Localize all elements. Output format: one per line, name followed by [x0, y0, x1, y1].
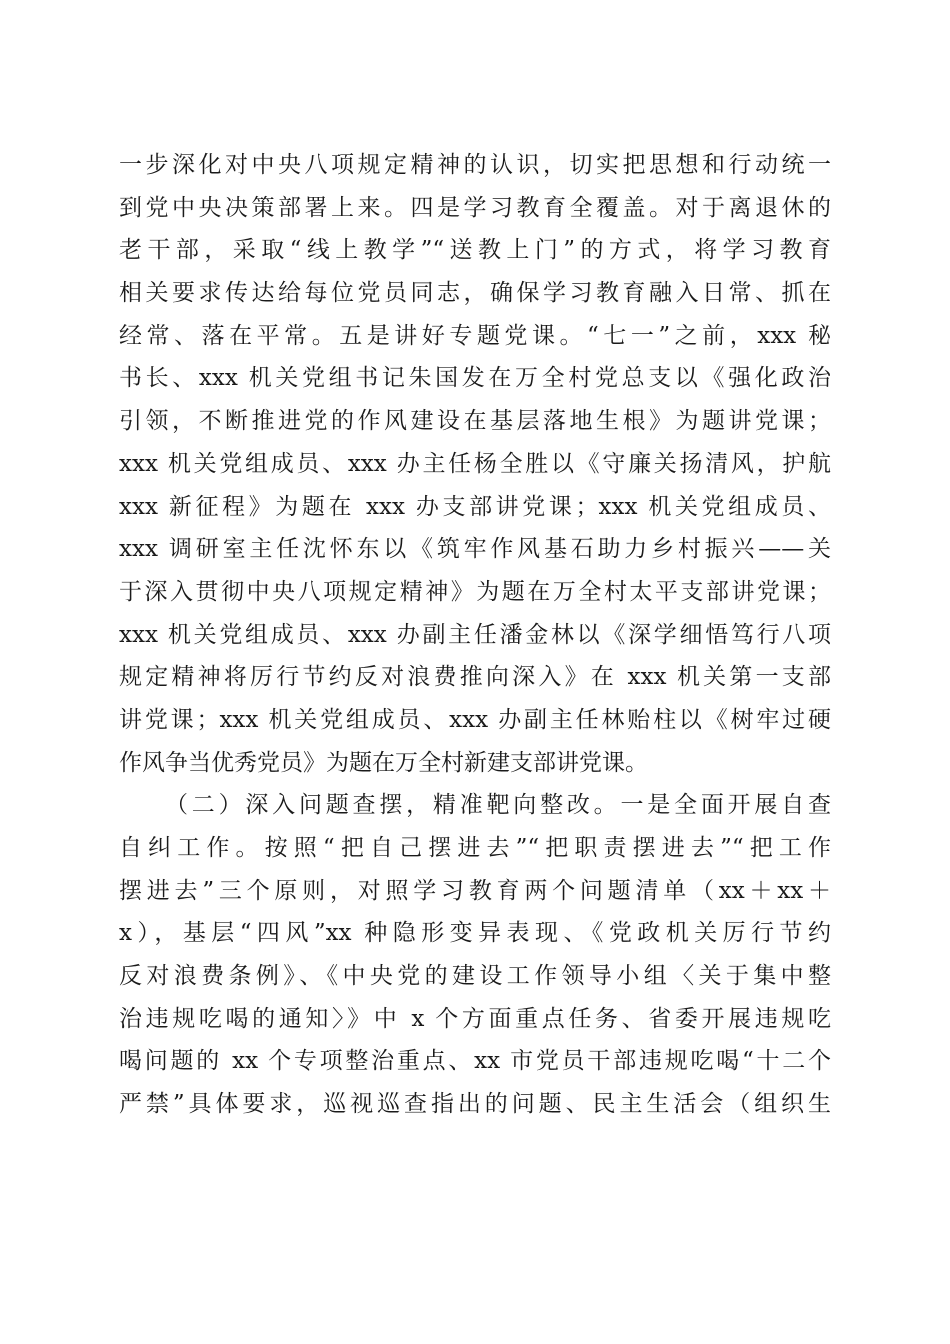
- text-line: 一步深化对中央八项规定精神的认识，切实把思想和行动统一: [119, 152, 831, 178]
- text-line: 作风争当优秀党员》为题在万全村新建支部讲党课。: [119, 749, 648, 776]
- text-line: 相关要求传达给每位党员同志，确保学习教育融入日常、抓在: [119, 280, 831, 307]
- paragraph-continuation: [119, 144, 831, 784]
- body-text: [119, 144, 831, 1126]
- text-line: 反对浪费条例》、《中央党的建设工作领导小组〈关于集中整: [119, 963, 831, 990]
- text-line: 喝问题的 xx 个专项整治重点、xx 市党员干部违规吃喝“十二个: [119, 1048, 831, 1075]
- text-line: 书长、xxx 机关党组书记朱国发在万全村党总支以《强化政治: [119, 365, 831, 392]
- text-line: 自纠工作。按照“把自己摆进去”“把职责摆进去”“把工作: [119, 835, 831, 861]
- text-line: xxx 机关党组成员、xxx 办副主任潘金林以《深学细悟笃行八项: [119, 621, 831, 648]
- text-line: 摆进去”三个原则，对照学习教育两个问题清单（xx＋xx＋: [119, 877, 831, 904]
- text-line: 讲党课；xxx 机关党组成员、xxx 办副主任林贻柱以《树牢过硬: [119, 706, 831, 733]
- text-line: xxx 新征程》为题在 xxx 办支部讲党课；xxx 机关党组成员、: [119, 493, 831, 520]
- text-line: 规定精神将厉行节约反对浪费推向深入》在 xxx 机关第一支部: [119, 664, 831, 691]
- text-line: 治违规吃喝的通知〉》中 x 个方面重点任务、省委开展违规吃: [119, 1005, 831, 1032]
- paragraph-section-two: [119, 784, 831, 1126]
- text-line: 于深入贯彻中央八项规定精神》为题在万全村太平支部讲党课；: [119, 578, 831, 605]
- text-line: 严禁”具体要求，巡视巡查指出的问题、民主生活会（组织生: [119, 1091, 831, 1118]
- text-line: 老干部，采取“线上教学”“送教上门”的方式，将学习教育: [119, 237, 831, 264]
- text-line: x），基层“四风”xx 种隐形变异表现、《党政机关厉行节约: [119, 920, 831, 947]
- text-line: xxx 机关党组成员、xxx 办主任杨全胜以《守廉关扬清风，护航: [119, 450, 831, 477]
- text-line: 到党中央决策部署上来。四是学习教育全覆盖。对于离退休的: [119, 194, 831, 221]
- text-line: xxx 调研室主任沈怀东以《筑牢作风基石助力乡村振兴——关: [119, 536, 831, 563]
- text-line: 引领，不断推进党的作风建设在基层落地生根》为题讲党课；: [119, 408, 831, 435]
- section-heading-line: （二）深入问题查摆，精准靶向整改。一是全面开展自查: [165, 792, 831, 819]
- text-line: 经常、落在平常。五是讲好专题党课。“七一”之前，xxx 秘: [119, 322, 831, 349]
